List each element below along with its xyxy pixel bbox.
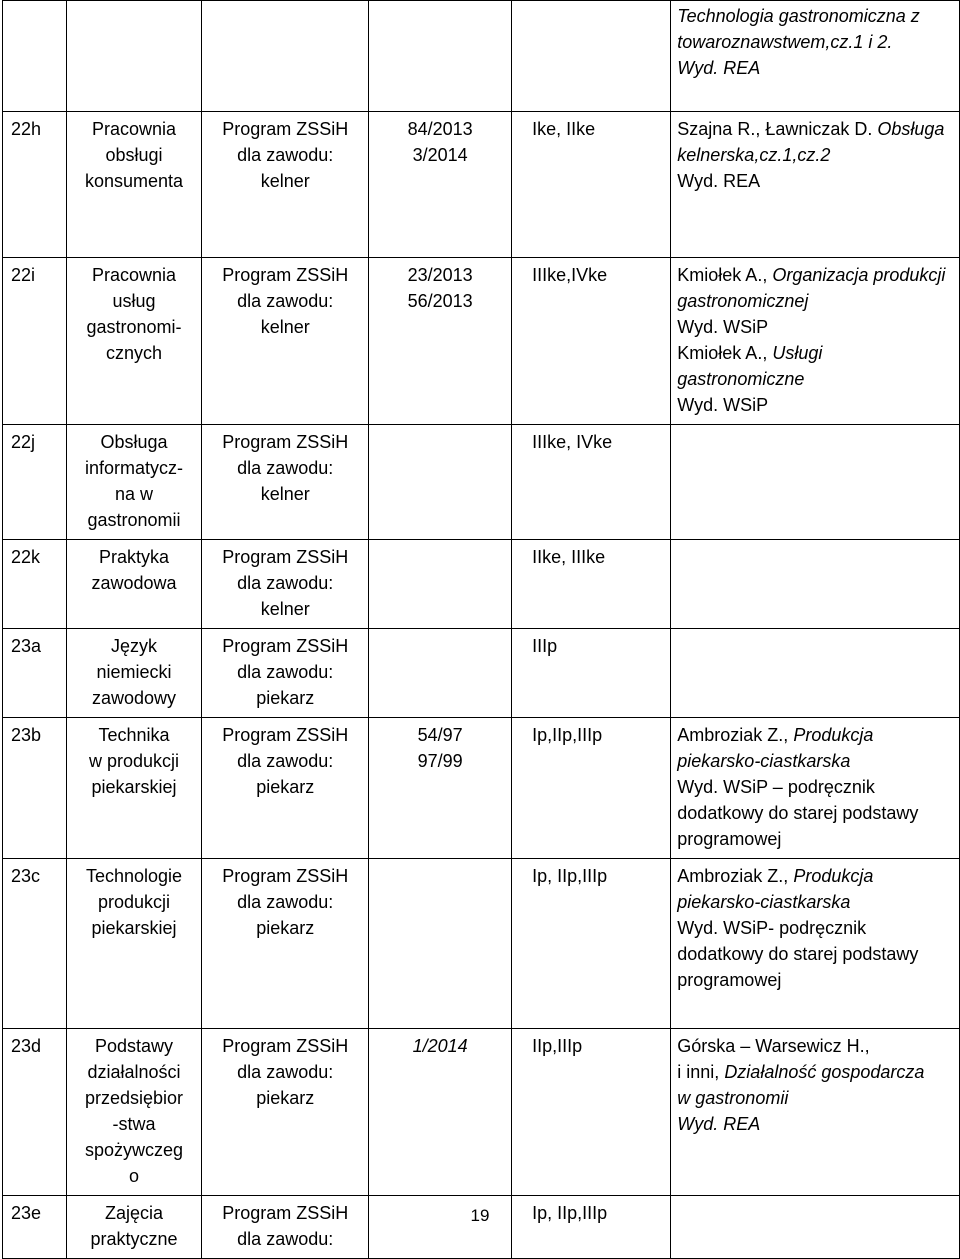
table-row	[3, 629, 960, 718]
subject-line: niemiecki	[96, 662, 172, 682]
program-line: piekarz	[256, 918, 315, 938]
program-line: dla zawodu:	[237, 751, 334, 771]
cell-literature	[671, 540, 960, 629]
program-line: dla zawodu:	[237, 1062, 334, 1082]
table-row	[3, 859, 960, 1029]
cell-dop	[369, 718, 512, 859]
literature-title: Obsługa	[877, 119, 945, 139]
subject-line: Praktyka	[99, 547, 170, 567]
program-line: Program ZSSiH	[222, 866, 349, 886]
cell-subject	[66, 718, 202, 859]
cell-classes: IIke, IIIke	[512, 540, 671, 629]
subject-line: -stwa	[112, 1114, 156, 1134]
cell-subject	[66, 629, 202, 718]
dop-number: 84/2013	[407, 119, 473, 139]
cell-literature	[671, 718, 960, 859]
cell-dop	[369, 1029, 512, 1196]
page-number: 19	[470, 1206, 490, 1225]
cell-dop	[369, 1196, 512, 1259]
cell-dop	[369, 859, 512, 1029]
cell-classes	[512, 1, 671, 112]
table-row	[3, 425, 960, 540]
literature-line: dodatkowy do starej podstawy	[677, 803, 919, 823]
curriculum-table	[2, 0, 960, 1259]
cell-subject	[66, 112, 202, 258]
literature-line: Technologia gastronomiczna z	[677, 6, 920, 26]
literature-line: Szajna R., Ławniczak D. Obsługa	[677, 119, 945, 139]
cell-classes: IIIke,IVke	[512, 258, 671, 425]
literature-line: Górska – Warsewicz H.,	[677, 1036, 870, 1056]
cell-nr: 23c	[3, 859, 67, 1029]
literature-line: Wyd. WSiP – podręcznik	[677, 777, 875, 797]
dop-number: 97/99	[417, 751, 463, 771]
cell-classes: IIIp	[512, 629, 671, 718]
literature-line: Wyd. REA	[677, 58, 761, 78]
program-line: kelner	[260, 171, 310, 191]
subject-line: produkcji	[98, 892, 171, 912]
program-line: Program ZSSiH	[222, 1203, 349, 1223]
cell-literature	[671, 258, 960, 425]
subject-line: na w	[115, 484, 154, 504]
table-body	[3, 1, 960, 1259]
literature-line: Wyd. REA	[677, 1114, 761, 1134]
dop-number: 3/2014	[412, 145, 468, 165]
literature-line: towaroznawstwem,cz.1 i 2.	[677, 32, 893, 52]
cell-program	[202, 540, 369, 629]
subject-line: Pracownia	[92, 265, 177, 285]
cell-program	[202, 258, 369, 425]
cell-dop	[369, 258, 512, 425]
cell-dop	[369, 629, 512, 718]
cell-program	[202, 425, 369, 540]
literature-line: Wyd. WSiP	[677, 395, 769, 415]
table-row	[3, 1029, 960, 1196]
cell-nr	[3, 1, 67, 112]
program-line: Program ZSSiH	[222, 432, 349, 452]
literature-line: programowej	[677, 829, 782, 849]
literature-line: Wyd. WSiP	[677, 317, 769, 337]
literature-line: gastronomicznej	[677, 291, 809, 311]
cell-program	[202, 718, 369, 859]
program-line: Program ZSSiH	[222, 265, 349, 285]
literature-line: Ambroziak Z., Produkcja	[677, 866, 874, 886]
dop-number: 54/97	[417, 725, 463, 745]
cell-nr: 22i	[3, 258, 67, 425]
program-line: Program ZSSiH	[222, 119, 349, 139]
table-row	[3, 1196, 960, 1259]
cell-nr: 22j	[3, 425, 67, 540]
program-line: dla zawodu:	[237, 291, 334, 311]
subject-line: działalności	[87, 1062, 181, 1082]
dop-number: 23/2013	[407, 265, 473, 285]
cell-subject	[66, 1, 202, 112]
subject-line: Obsługa	[100, 432, 168, 452]
table-row	[3, 718, 960, 859]
subject-line: konsumenta	[85, 171, 184, 191]
subject-line: Pracownia	[92, 119, 177, 139]
cell-literature	[671, 112, 960, 258]
cell-classes: IIp,IIIp	[512, 1029, 671, 1196]
cell-program	[202, 1029, 369, 1196]
table-row-continuation	[3, 1, 960, 112]
literature-title: Usługi	[772, 343, 823, 363]
subject-line: gastronomii	[87, 510, 181, 530]
cell-subject	[66, 1196, 202, 1259]
subject-line: Zajęcia	[105, 1203, 164, 1223]
cell-classes: IIIke, IVke	[512, 425, 671, 540]
cell-program	[202, 112, 369, 258]
cell-program	[202, 629, 369, 718]
literature-line: programowej	[677, 970, 782, 990]
literature-line: dodatkowy do starej podstawy	[677, 944, 919, 964]
subject-line: Podstawy	[95, 1036, 174, 1056]
subject-line: praktyczne	[90, 1229, 178, 1249]
table-row	[3, 112, 960, 258]
subject-line: zawodowa	[91, 573, 177, 593]
cell-classes: Ike, IIke	[512, 112, 671, 258]
cell-subject	[66, 425, 202, 540]
subject-line: informatycz-	[85, 458, 184, 478]
program-line: kelner	[260, 317, 310, 337]
subject-line: gastronomi-	[86, 317, 182, 337]
subject-line: spożywczeg	[85, 1140, 184, 1160]
literature-line: Kmiołek A., Organizacja produkcji	[677, 265, 946, 285]
program-line: Program ZSSiH	[222, 547, 349, 567]
program-line: dla zawodu:	[237, 1229, 334, 1249]
cell-literature	[671, 1196, 960, 1259]
program-line: Program ZSSiH	[222, 636, 349, 656]
program-line: dla zawodu:	[237, 458, 334, 478]
literature-title: Produkcja	[793, 725, 874, 745]
table-row	[3, 258, 960, 425]
cell-program	[202, 859, 369, 1029]
literature-line: Wyd. REA	[677, 171, 761, 191]
cell-literature	[671, 1, 960, 112]
literature-title: Organizacja produkcji	[772, 265, 946, 285]
cell-dop	[369, 425, 512, 540]
subject-line: przedsiębior	[85, 1088, 184, 1108]
subject-line: Technologie	[85, 866, 183, 886]
program-line: Program ZSSiH	[222, 1036, 349, 1056]
dop-number: 1/2014	[412, 1036, 468, 1056]
cell-classes: Ip, IIp,IIIp	[512, 859, 671, 1029]
literature-line: piekarsko-ciastkarska	[677, 751, 851, 771]
program-line: piekarz	[256, 688, 315, 708]
cell-literature	[671, 629, 960, 718]
cell-classes: Ip,IIp,IIIp	[512, 718, 671, 859]
cell-subject	[66, 258, 202, 425]
cell-nr: 23e	[3, 1196, 67, 1259]
subject-line: zawodowy	[92, 688, 177, 708]
cell-dop	[369, 112, 512, 258]
literature-line: piekarsko-ciastkarska	[677, 892, 851, 912]
subject-line: piekarskiej	[91, 777, 177, 797]
dop-number: 56/2013	[407, 291, 473, 311]
program-line: dla zawodu:	[237, 892, 334, 912]
cell-nr: 23d	[3, 1029, 67, 1196]
subject-line: o	[129, 1166, 140, 1186]
subject-line: Technika	[98, 725, 170, 745]
literature-line: Ambroziak Z., Produkcja	[677, 725, 874, 745]
cell-nr: 23b	[3, 718, 67, 859]
cell-subject	[66, 859, 202, 1029]
cell-literature	[671, 425, 960, 540]
literature-line: Wyd. WSiP- podręcznik	[677, 918, 867, 938]
cell-literature	[671, 859, 960, 1029]
cell-dop	[369, 1, 512, 112]
cell-nr: 22k	[3, 540, 67, 629]
program-line: Program ZSSiH	[222, 725, 349, 745]
subject-line: usług	[112, 291, 156, 311]
cell-subject	[66, 1029, 202, 1196]
program-line: dla zawodu:	[237, 662, 334, 682]
cell-subject	[66, 540, 202, 629]
literature-title: Działalność gospodarcza	[724, 1062, 925, 1082]
subject-line: Język	[111, 636, 158, 656]
subject-line: cznych	[106, 343, 163, 363]
literature-line: Kmiołek A., Usługi	[677, 343, 823, 363]
table-row	[3, 540, 960, 629]
program-line: kelner	[260, 484, 310, 504]
program-line: piekarz	[256, 1088, 315, 1108]
subject-line: piekarskiej	[91, 918, 177, 938]
program-line: kelner	[260, 599, 310, 619]
cell-dop	[369, 540, 512, 629]
literature-line: kelnerska,cz.1,cz.2	[677, 145, 831, 165]
literature-line: i inni, Działalność gospodarcza	[677, 1062, 925, 1082]
literature-line: w gastronomii	[677, 1088, 789, 1108]
program-line: dla zawodu:	[237, 573, 334, 593]
program-line: piekarz	[256, 777, 315, 797]
cell-classes: Ip, IIp,IIIp	[512, 1196, 671, 1259]
subject-line: w produkcji	[89, 751, 180, 771]
cell-nr: 23a	[3, 629, 67, 718]
cell-literature	[671, 1029, 960, 1196]
cell-program	[202, 1196, 369, 1259]
program-line: dla zawodu:	[237, 145, 334, 165]
literature-title: Produkcja	[793, 866, 874, 886]
literature-line: gastronomiczne	[677, 369, 805, 389]
cell-nr: 22h	[3, 112, 67, 258]
subject-line: obsługi	[105, 145, 163, 165]
cell-program	[202, 1, 369, 112]
